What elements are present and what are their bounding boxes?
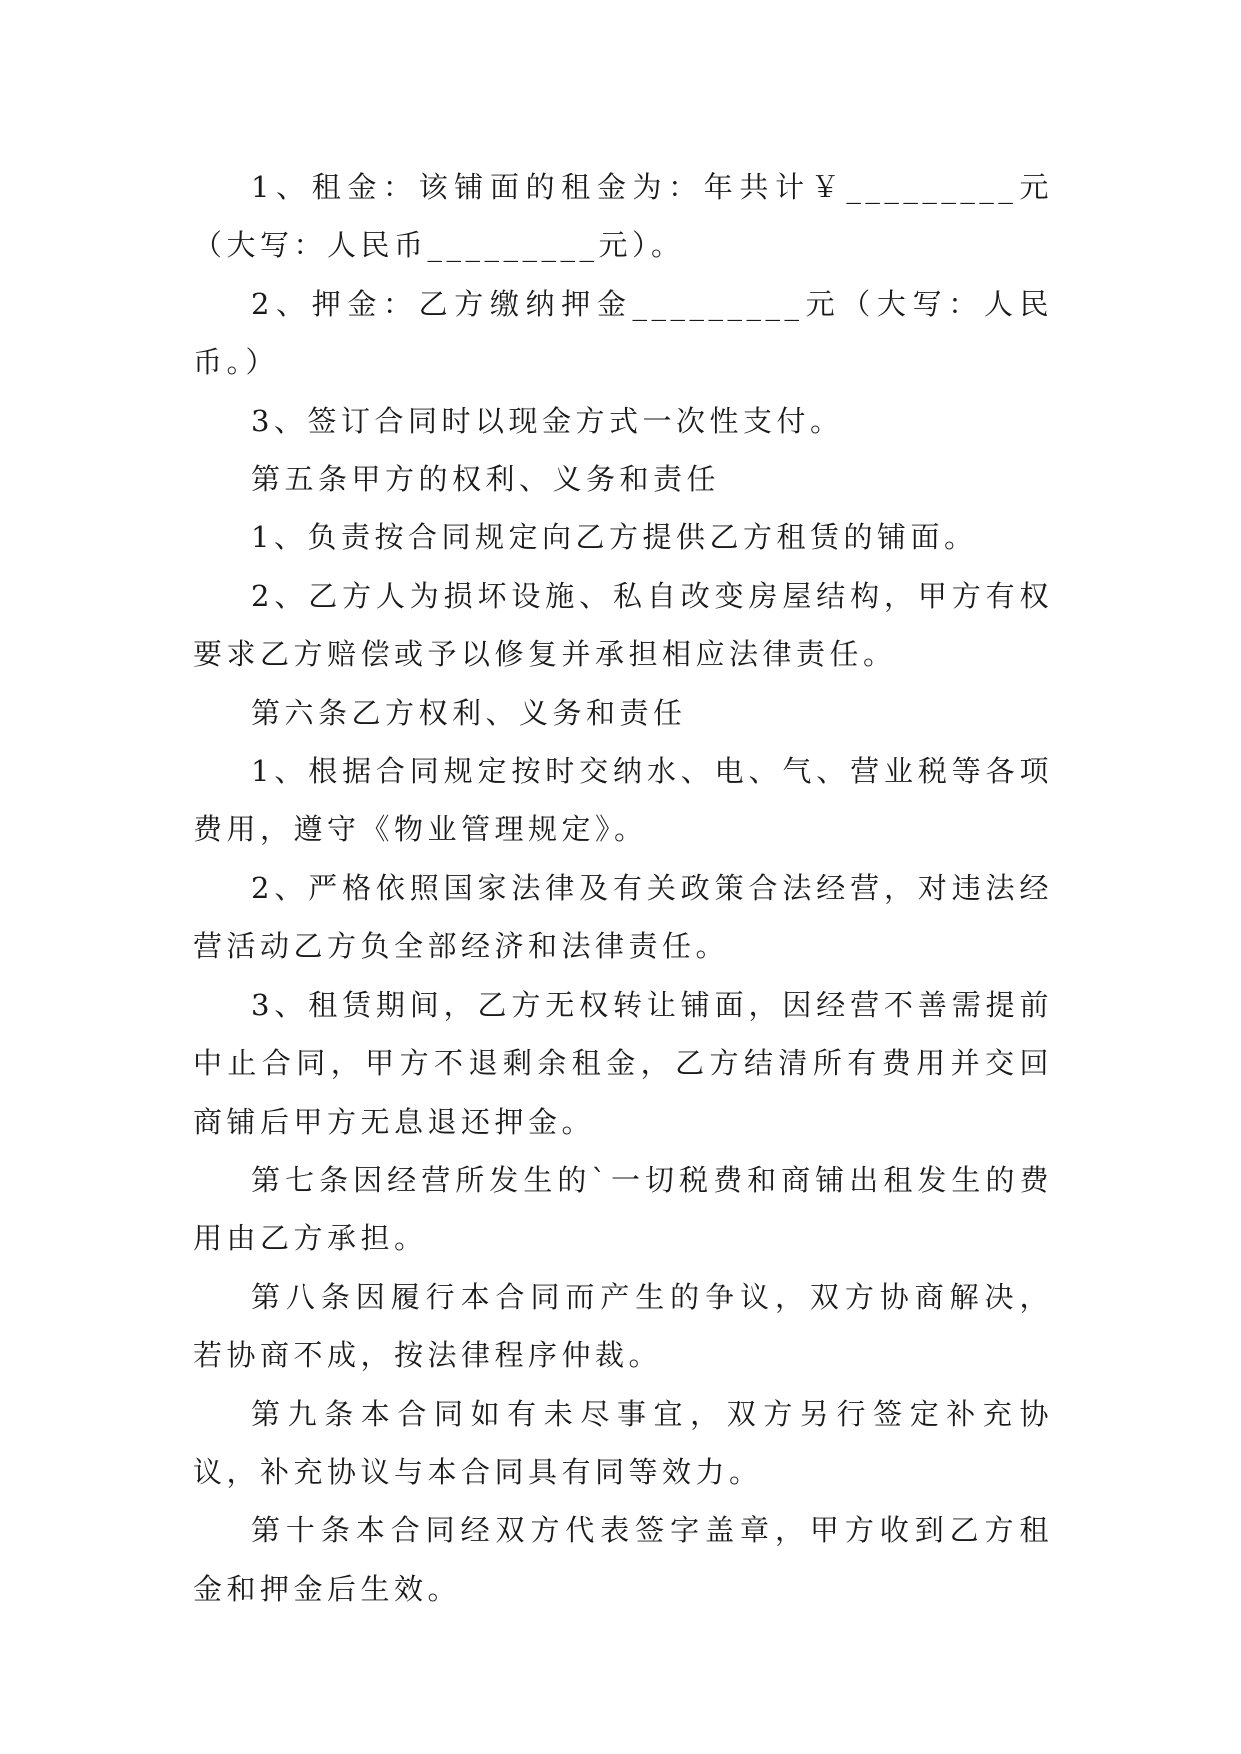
paragraph-payment: 3、签订合同时以现金方式一次性支付。 — [251, 403, 844, 438]
article-6-item-2: 2、严格依照国家法律及有关政策合法经营，对违法经营活动乙方负全部经济和法律责任。 — [193, 870, 1053, 964]
paragraph-rent: 1、租金：该铺面的租金为：年共计￥_________元（大写：人民币_________元）。 — [193, 170, 1053, 263]
article-10: 第十条本合同经双方代表签字盖章，甲方收到乙方租金和押金后生效。 — [193, 1513, 1053, 1606]
article-6-item-1: 1、根据合同规定按时交纳水、电、气、营业税等各项费用，遵守《物业管理规定》。 — [193, 754, 1053, 847]
article-7: 第七条因经营所发生的`一切税费和商铺出租发生的费用由乙方承担。 — [193, 1162, 1053, 1256]
article-8: 第八条因履行本合同而产生的争议，双方协商解决，若协商不成，按法律程序仲裁。 — [193, 1279, 1053, 1373]
article-6-item-3: 3、租赁期间，乙方无权转让铺面，因经营不善需提前中止合同，甲方不退剩余租金，乙方结清所有费用并交回商铺后甲方无息退还押金。 — [193, 987, 1053, 1139]
article-5-item-2: 2、乙方人为损坏设施、私自改变房屋结构，甲方有权要求乙方赔偿或予以修复并承担相应法律责任。 — [193, 578, 1053, 672]
article-5-item-1: 1、负责按合同规定向乙方提供乙方租赁的铺面。 — [251, 520, 978, 555]
article-5-heading: 第五条甲方的权利、义务和责任 — [251, 462, 721, 497]
article-6-heading: 第六条乙方权利、义务和责任 — [251, 695, 687, 730]
article-9: 第九条本合同如有未尽事宜，双方另行签定补充协议，补充协议与本合同具有同等效力。 — [193, 1396, 1053, 1489]
paragraph-deposit: 2、押金：乙方缴纳押金_________元（大写：人民币。） — [193, 286, 1053, 380]
document-body — [193, 158, 1053, 1618]
